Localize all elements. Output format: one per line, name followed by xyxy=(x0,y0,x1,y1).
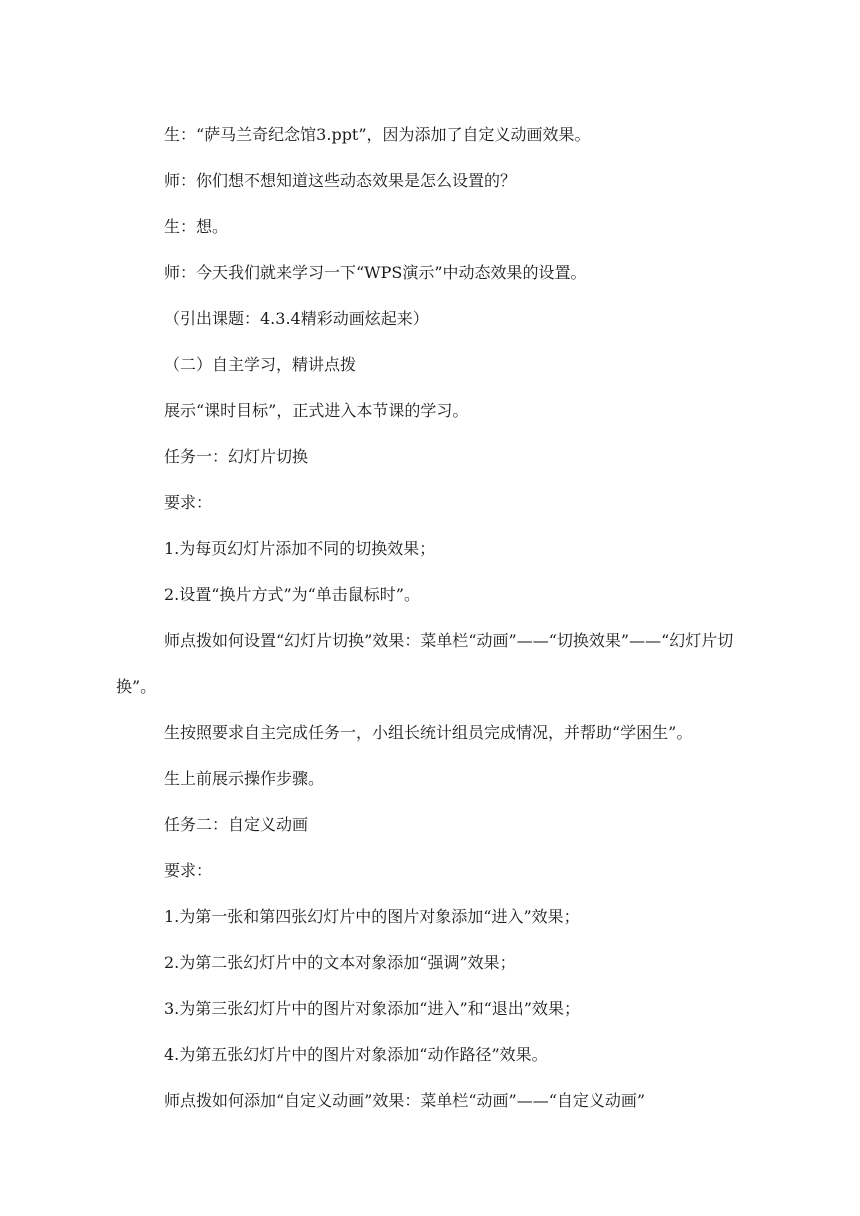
paragraph-teacher-intro: 师：今天我们就来学习一下“WPS演示”中动态效果的设置。 xyxy=(164,263,587,282)
task-two-item-2: 2.为第二张幻灯片中的文本对象添加“强调”效果； xyxy=(164,953,516,972)
task-two-item-4: 4.为第五张幻灯片中的图片对象添加“动作路径”效果。 xyxy=(164,1045,548,1064)
task-two-item-1: 1.为第一张和第四张幻灯片中的图片对象添加“进入”效果； xyxy=(164,907,580,926)
paragraph-custom-animation-guide: 师点拨如何添加“自定义动画”效果：菜单栏“动画”——“自定义动画” xyxy=(164,1091,646,1110)
paragraph-lesson-topic: （引出课题：4.3.4精彩动画炫起来） xyxy=(164,309,429,328)
paragraph-student-answer-ppt: 生：“萨马兰奇纪念馆3.ppt”，因为添加了自定义动画效果。 xyxy=(164,125,591,144)
paragraph-transition-guide: 师点拨如何设置“幻灯片切换”效果：菜单栏“动画”——“切换效果”——“幻灯片切换”。 xyxy=(116,631,734,696)
requirements-label-1: 要求： xyxy=(164,493,213,512)
paragraph-student-yes: 生：想。 xyxy=(164,217,229,236)
paragraph-show-goals: 展示“课时目标”，正式进入本节课的学习。 xyxy=(164,401,469,420)
paragraph-student-demo: 生上前展示操作步骤。 xyxy=(164,769,325,788)
task-one-item-1: 1.为每页幻灯片添加不同的切换效果； xyxy=(164,539,436,558)
task-one-item-2: 2.设置“换片方式”为“单击鼠标时”。 xyxy=(164,585,420,604)
document-body xyxy=(116,112,736,1124)
paragraph-student-complete-task-one: 生按照要求自主完成任务一，小组长统计组员完成情况，并帮助“学困生”。 xyxy=(164,723,693,742)
paragraph-teacher-question: 师：你们想不想知道这些动态效果是怎么设置的？ xyxy=(164,171,517,190)
task-one-heading: 任务一：幻灯片切换 xyxy=(164,447,309,466)
requirements-label-2: 要求： xyxy=(164,861,213,880)
task-two-heading: 任务二：自定义动画 xyxy=(164,815,309,834)
task-two-item-3: 3.为第三张幻灯片中的图片对象添加“进入”和“退出”效果； xyxy=(164,999,580,1018)
section-heading-self-study: （二）自主学习，精讲点拨 xyxy=(164,355,357,374)
